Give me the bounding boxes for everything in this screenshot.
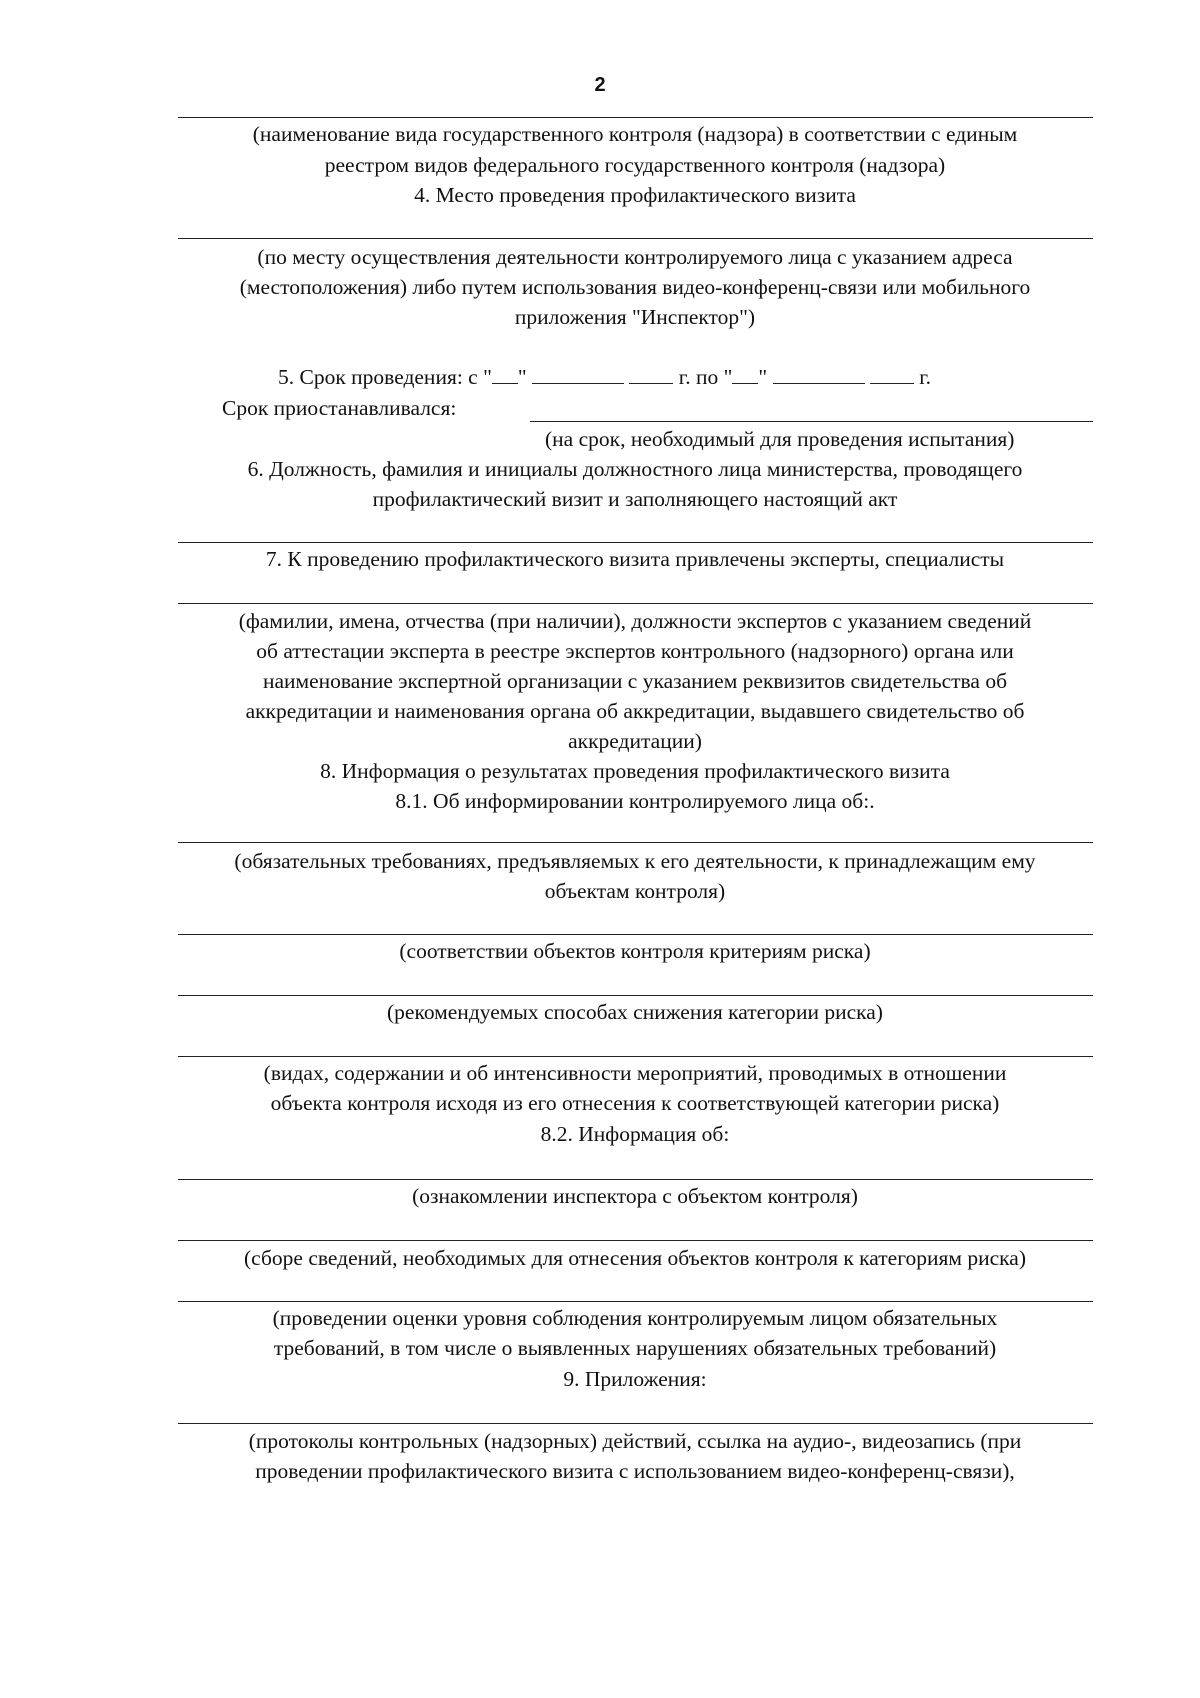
data-collection-caption: (сборе сведений, необходимых для отнесения объектов контроля к категориям риска) — [244, 1246, 1026, 1270]
visit-period-line — [278, 362, 931, 392]
measures-caption-line1: (видах, содержании и об интенсивности мероприятий, проводимых в отношении — [263, 1061, 1007, 1085]
start-year-blank — [629, 363, 673, 384]
measures-caption-line2: объекта контроля исходя из его отнесения к соответствующей категории риска) — [270, 1091, 1000, 1115]
fill-line-visit-place — [178, 238, 1093, 239]
visit-place-caption-line1: (по месту осуществления деятельности контролируемого лица с указанием адреса — [257, 245, 1013, 269]
experts-caption-line1: (фамилии, имена, отчества (при наличии), должности экспертов с указанием сведений — [238, 609, 1032, 633]
risk-criteria-caption: (соответствии объектов контроля критериям риска) — [399, 939, 871, 963]
suspension-label: Срок приостанавливался: — [222, 396, 457, 420]
fill-line-risk-reduction — [178, 995, 1093, 996]
fill-line-data-collection — [178, 1240, 1093, 1241]
start-month-blank — [532, 363, 624, 384]
control-type-caption-line1: (наименование вида государственного контроля (надзора) в соответствии с единым — [252, 122, 1018, 146]
experts-heading: 7. К проведению профилактического визита привлечены эксперты, специалисты — [265, 547, 1005, 571]
fill-line-compliance — [178, 1301, 1093, 1302]
requirements-caption-line2: объектам контроля) — [544, 879, 726, 903]
fill-line-suspension — [530, 421, 1093, 422]
compliance-caption-line1: (проведении оценки уровня соблюдения контролируемым лицом обязательных — [272, 1306, 998, 1330]
visit-period-label: 5. Срок проведения: с " — [278, 365, 492, 389]
fill-line-experts — [178, 603, 1093, 604]
end-quote-close: " — [758, 365, 768, 389]
start-day-blank — [492, 363, 518, 384]
experts-caption-line3: наименование экспертной организации с указанием реквизитов свидетельства об — [262, 669, 1008, 693]
informing-heading: 8.1. Об информировании контролируемого лица об:. — [395, 789, 875, 813]
fill-line-attachments — [178, 1423, 1093, 1424]
fill-line-measures — [178, 1056, 1093, 1057]
visit-place-caption-line2: (местоположения) либо путем использования видео-конференц-связи или мобильного — [239, 275, 1031, 299]
experts-caption-line5: аккредитации) — [568, 729, 702, 753]
fill-line-official — [178, 542, 1093, 543]
visit-place-heading: 4. Место проведения профилактического визита — [414, 183, 856, 207]
fill-line-familiarization — [178, 1179, 1093, 1180]
start-year-suffix: г. по " — [678, 365, 733, 389]
end-year-suffix: г. — [919, 365, 932, 389]
risk-reduction-caption: (рекомендуемых способах снижения категории риска) — [387, 1000, 883, 1024]
compliance-caption-line2: требований, в том числе о выявленных нарушениях обязательных требований) — [273, 1336, 997, 1360]
end-year-blank — [870, 363, 914, 384]
attachments-caption-line2: проведении профилактического визита с использованием видео-конференц-связи), — [255, 1459, 1015, 1483]
page-number: 2 — [594, 74, 606, 96]
suspension-caption: (на срок, необходимый для проведения испытания) — [545, 427, 1015, 451]
end-month-blank — [773, 363, 865, 384]
end-day-blank — [732, 363, 758, 384]
attachments-caption-line1: (протоколы контрольных (надзорных) действий, ссылка на аудио-, видеозапись (при — [248, 1429, 1022, 1453]
fill-line-risk-criteria — [178, 934, 1093, 935]
start-quote-close: " — [517, 365, 527, 389]
official-heading-line1: 6. Должность, фамилия и инициалы должностного лица министерства, проводящего — [247, 457, 1023, 481]
fill-line-control-type — [178, 117, 1093, 118]
attachments-heading: 9. Приложения: — [563, 1367, 707, 1391]
official-heading-line2: профилактический визит и заполняющего настоящий акт — [372, 487, 898, 511]
experts-caption-line4: аккредитации и наименования органа об аккредитации, выдавшего свидетельство об — [245, 699, 1025, 723]
control-type-caption-line2: реестром видов федерального государственного контроля (надзора) — [324, 153, 946, 177]
experts-caption-line2: об аттестации эксперта в реестре экспертов контрольного (надзорного) органа или — [256, 639, 1014, 663]
fill-line-requirements — [178, 842, 1093, 843]
requirements-caption-line1: (обязательных требованиях, предъявляемых к его деятельности, к принадлежащим ему — [234, 849, 1036, 873]
visit-place-caption-line3: приложения "Инспектор") — [514, 305, 756, 329]
familiarization-caption: (ознакомлении инспектора с объектом контроля) — [412, 1184, 858, 1208]
results-heading: 8. Информация о результатах проведения профилактического визита — [320, 759, 950, 783]
information-heading: 8.2. Информация об: — [540, 1122, 730, 1146]
